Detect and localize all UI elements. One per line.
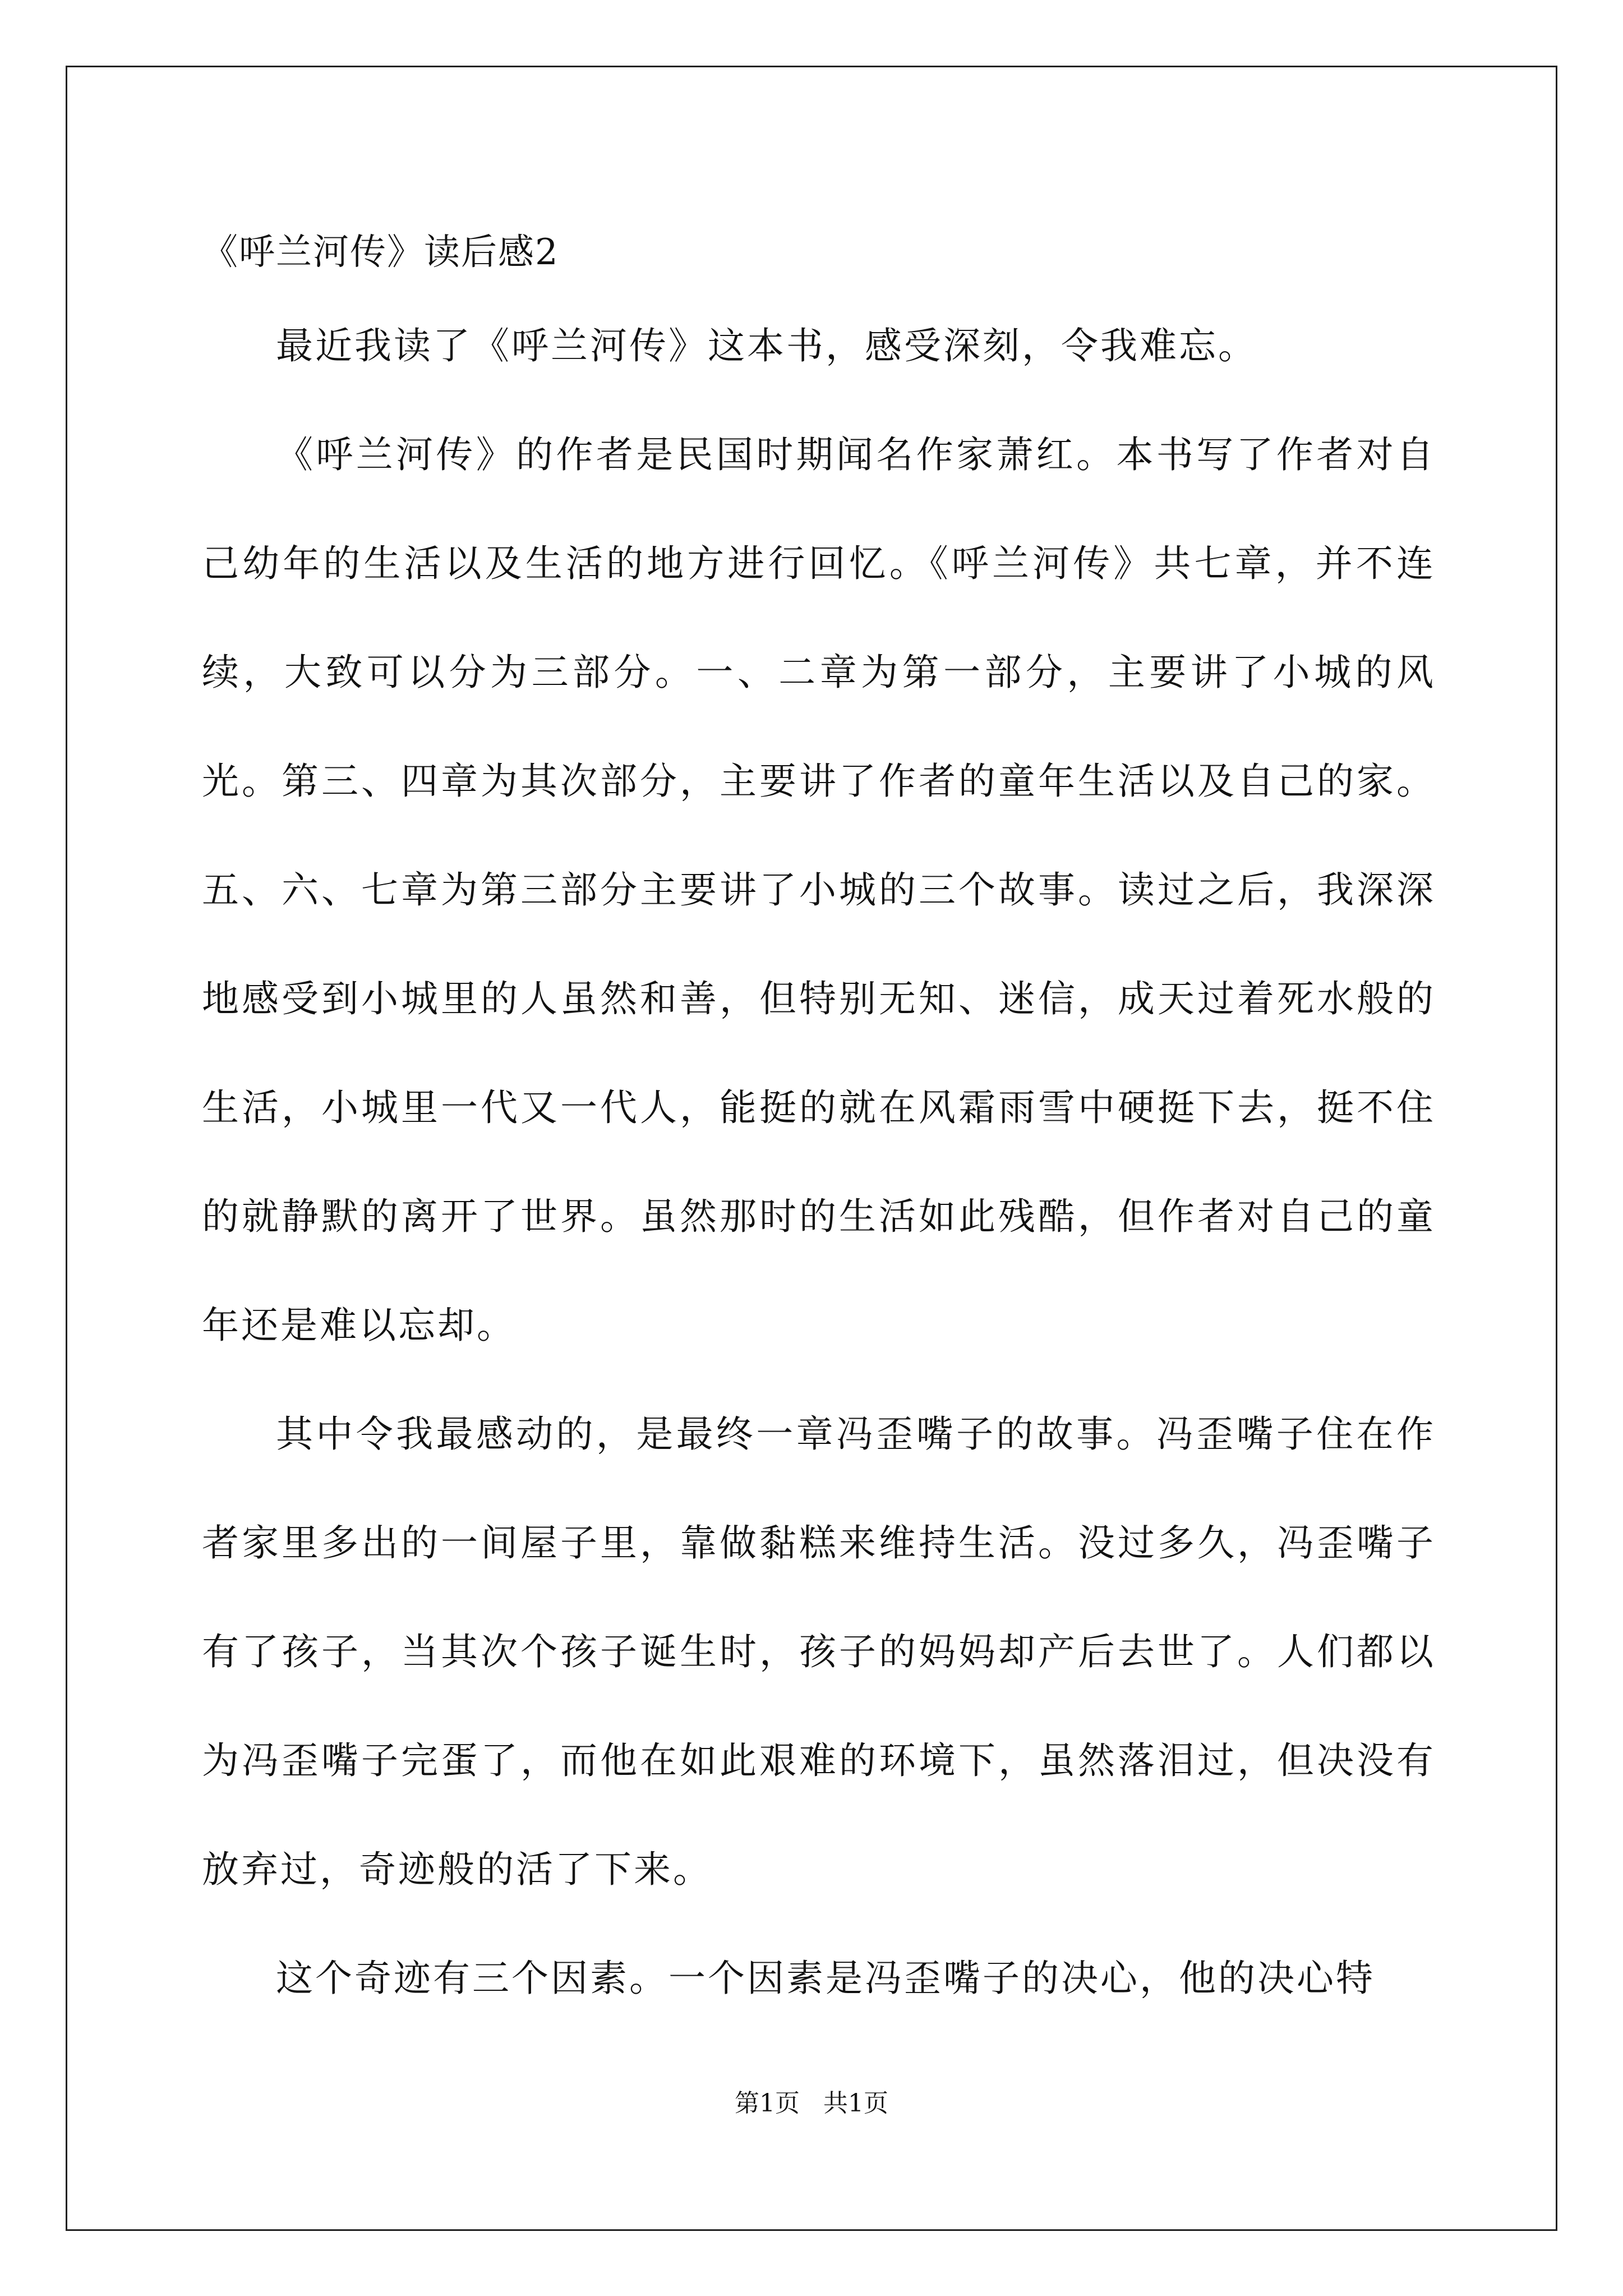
document-body — [202, 292, 1436, 2033]
paragraph-1: 最近我读了《呼兰河传》这本书，感受深刻，令我难忘。 — [276, 324, 1257, 367]
paragraph-2: 《呼兰河传》的作者是民国时期闻名作家萧红。本书写了作者对自己幼年的生活以及生活的地方进行回忆。《呼兰河传》共七章，并不连续，大致可以分为三部分。一、二章为第一部分，主要讲了小城的风光。第三、四章为其次部分，主要讲了作者的童年生活以及自己的家。五、六、七章为第三部分主要讲了小城的三个故事。读过之后，我深深地感受到小城里的人虽然和善，但特别无知、迷信，成天过着死水般的生活，小城里一代又一代人，能挺的就在风霜雨雪中硬挺下去，挺不住的就静默的离开了世界。虽然那时的生活如此残酷，但作者对自己的童年还是难以忘却。 — [202, 433, 1436, 1347]
document-title: 《呼兰河传》读后感2 — [202, 232, 559, 273]
page-number-footer: 第1页 共1页 — [735, 2089, 888, 2118]
paragraph-3: 其中令我最感动的，是最终一章冯歪嘴子的故事。冯歪嘴子住在作者家里多出的一间屋子里，靠做黏糕来维持生活。没过多久，冯歪嘴子有了孩子，当其次个孩子诞生时，孩子的妈妈却产后去世了。人们都以为冯歪嘴子完蛋了，而他在如此艰难的环境下，虽然落泪过，但决没有放弃过，奇迹般的活了下来。 — [202, 1412, 1436, 1891]
paragraph-4: 这个奇迹有三个因素。一个因素是冯歪嘴子的决心，他的决心特 — [276, 1957, 1375, 2000]
